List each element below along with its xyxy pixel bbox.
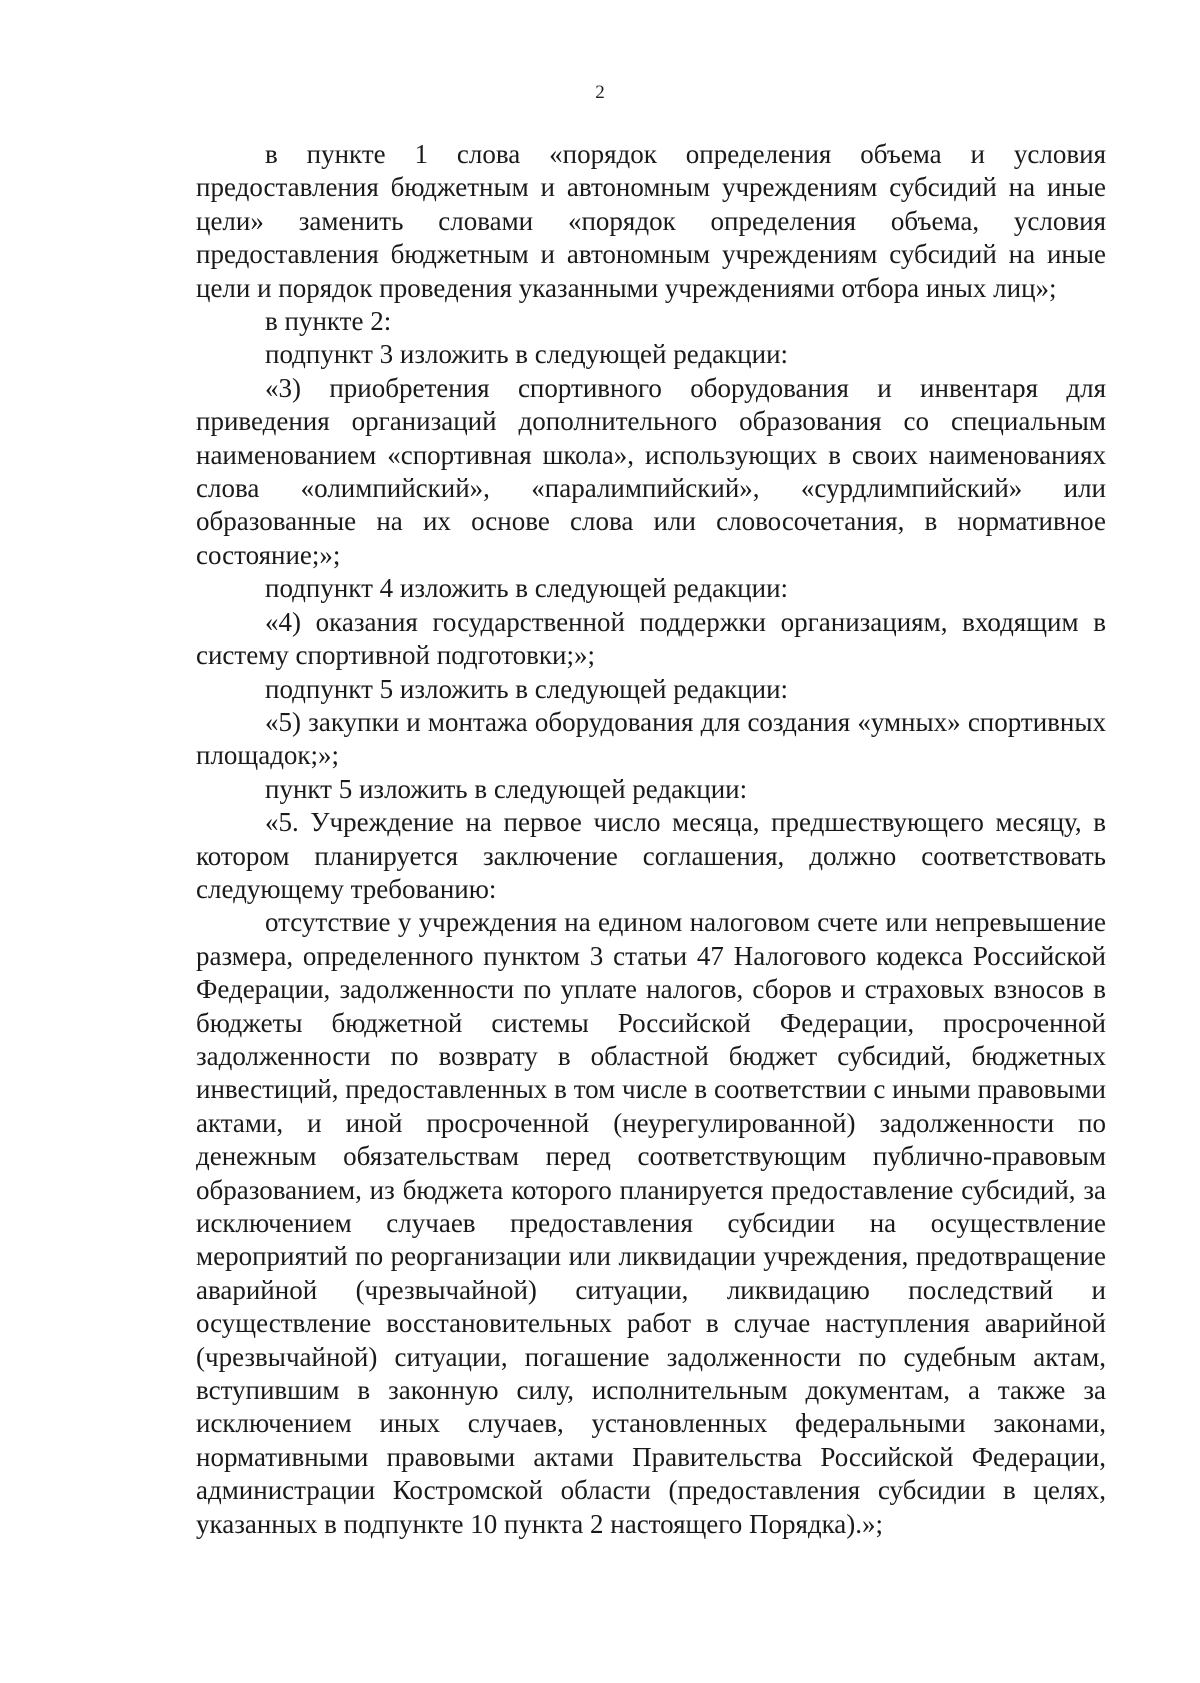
paragraph-requirement-text: отсутствие у учреждения на едином налоговом счете или непревышение размера, определенного пунктом 3 статьи 47 Налогового кодекса Российской Федерации, задолженности по уплате налогов, сборов и страховых взносов в бюджеты бюджетной системы Российской Федерации, просроченной задолженности по возврату в областной бюджет субсидий, бюджетных инвестиций, предоставленных в том числе в соответствии с иными правовыми актами, и иной просроченной (неурегулированной) задолженности по денежным обязательствам перед соответствующим публично-правовым образованием, из бюджета которого планируется предоставление субсидий, за исключением случаев предоставления субсидии на осуществление мероприятий по реорганизации или ликвидации учреждения, предотвращение аварийной (чрезвычайной) ситуации, ликвидацию последствий и осуществление восстановительных работ в случае наступления аварийной (чрезвычайной) ситуации, погашение задолженности по судебным актам, вступившим в законную силу, исполнительным документам, а также за исключением иных случаев, установленных федеральными законами, нормативными правовыми актами Правительства Российской Федерации, администрации Костромской области (предоставления субсидии в целях, указанных в подпункте 10 пункта 2 настоящего Порядка).»; (196, 907, 1106, 1539)
page-number: 2 (595, 82, 605, 103)
document-body (196, 138, 1106, 1541)
paragraph-punkt-5-intro: пункт 5 изложить в следующей редакции: (265, 773, 748, 804)
paragraph-podpunkt-5-intro: подпункт 5 изложить в следующей редакции: (265, 673, 789, 704)
paragraph-podpunkt-5-text: «5) закупки и монтажа оборудования для создания «умных» спортивных площадок;»; (196, 706, 1106, 771)
paragraph-podpunkt-4-text: «4) оказания государственной поддержки организациям, входящим в систему спортивной подготовки;»; (196, 606, 1106, 671)
paragraph-podpunkt-4-intro: подпункт 4 изложить в следующей редакции: (265, 573, 789, 604)
paragraph-punkt-2-heading: в пункте 2: (265, 306, 392, 337)
paragraph-podpunkt-3-text: «3) приобретения спортивного оборудования и инвентаря для приведения организаций дополнительного образования со специальным наименованием «спортивная школа», использующих в своих наименованиях слова «олимпийский», «паралимпийский», «сурдлимпийский» или образованные на их основе слова или словосочетания, в нормативное состояние;»; (196, 372, 1106, 570)
paragraph-punkt-1-amendment: в пункте 1 слова «порядок определения объема и условия предоставления бюджетным и автономным учреждениям субсидий на иные цели» заменить словами «порядок определения объема, условия предоставления бюджетным и автономным учреждениям субсидий на иные цели и порядок проведения указанными учреждениями отбора иных лиц»; (196, 139, 1106, 303)
paragraph-punkt-5-text: «5. Учреждение на первое число месяца, предшествующего месяцу, в котором планируется заключение соглашения, должно соответствовать следующему требованию: (196, 807, 1106, 904)
paragraph-podpunkt-3-intro: подпункт 3 изложить в следующей редакции: (265, 339, 789, 370)
